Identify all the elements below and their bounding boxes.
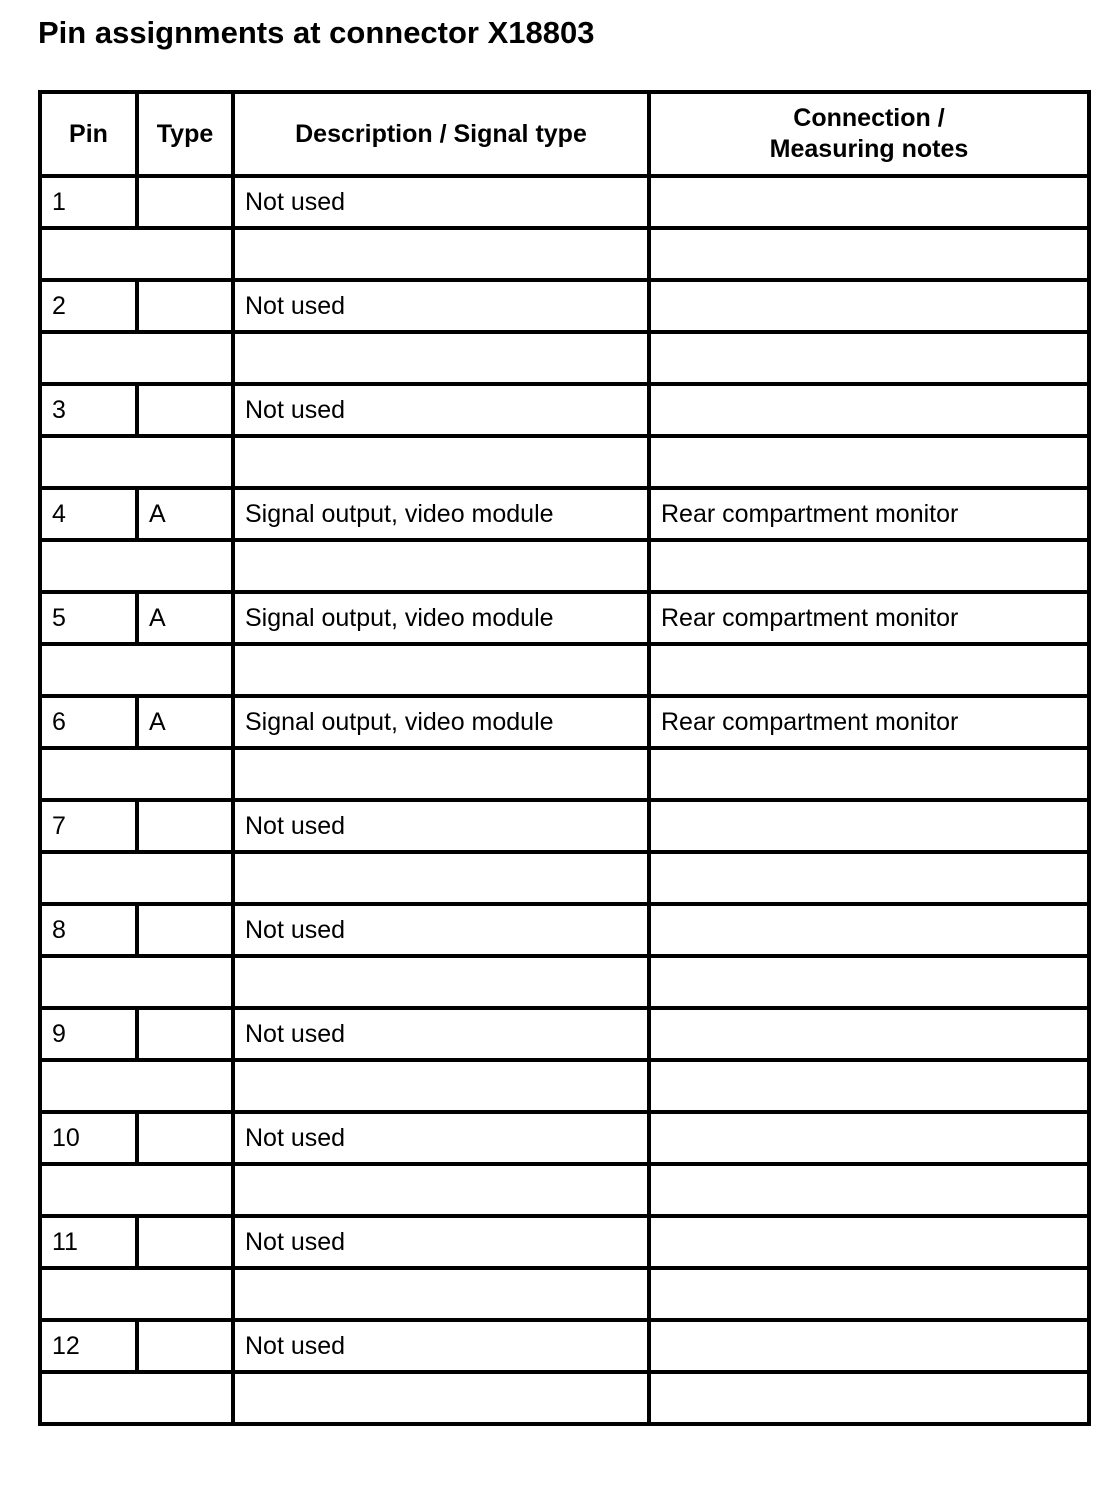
spacer-cell-description (233, 748, 649, 800)
cell-type (137, 1008, 233, 1060)
table-row (40, 696, 1089, 748)
spacer-cell-connection (649, 852, 1089, 904)
cell-type (137, 384, 233, 436)
cell-connection: Rear compartment monitor (649, 696, 1089, 748)
table-body (40, 176, 1089, 1424)
table-row (40, 1320, 1089, 1372)
header-type: Type (137, 92, 233, 176)
cell-pin: 6 (40, 696, 137, 748)
spacer-cell-pin-type (40, 1268, 233, 1320)
spacer-cell-description (233, 436, 649, 488)
table-row (40, 488, 1089, 540)
spacer-cell-connection (649, 956, 1089, 1008)
table-row (40, 1112, 1089, 1164)
spacer-cell-pin-type (40, 748, 233, 800)
cell-type (137, 904, 233, 956)
cell-connection (649, 1216, 1089, 1268)
header-connection-line2: Measuring notes (769, 135, 969, 163)
spacer-cell-pin-type (40, 436, 233, 488)
cell-description: Signal output, video module (233, 592, 649, 644)
spacer-cell-pin-type (40, 1060, 233, 1112)
cell-pin: 1 (40, 176, 137, 228)
cell-connection: Rear compartment monitor (649, 592, 1089, 644)
cell-description: Not used (233, 904, 649, 956)
table-spacer-row (40, 228, 1089, 280)
cell-pin: 9 (40, 1008, 137, 1060)
cell-pin: 2 (40, 280, 137, 332)
spacer-cell-pin-type (40, 332, 233, 384)
cell-connection (649, 1320, 1089, 1372)
header-description: Description / Signal type (233, 92, 649, 176)
table-spacer-row (40, 332, 1089, 384)
table-row (40, 280, 1089, 332)
spacer-cell-pin-type (40, 1372, 233, 1424)
table-spacer-row (40, 1164, 1089, 1216)
cell-type (137, 1112, 233, 1164)
page-title: Pin assignments at connector X18803 (38, 15, 595, 50)
table-spacer-row (40, 956, 1089, 1008)
spacer-cell-description (233, 1060, 649, 1112)
cell-connection (649, 800, 1089, 852)
header-pin: Pin (40, 92, 137, 176)
cell-type: A (137, 488, 233, 540)
header-connection (649, 92, 1089, 176)
table-row (40, 176, 1089, 228)
spacer-cell-description (233, 956, 649, 1008)
cell-description: Not used (233, 1112, 649, 1164)
table-spacer-row (40, 644, 1089, 696)
cell-connection: Rear compartment monitor (649, 488, 1089, 540)
cell-connection (649, 1008, 1089, 1060)
table-spacer-row (40, 1060, 1089, 1112)
spacer-cell-connection (649, 644, 1089, 696)
spacer-cell-pin-type (40, 956, 233, 1008)
spacer-cell-connection (649, 228, 1089, 280)
spacer-cell-pin-type (40, 1164, 233, 1216)
cell-pin: 11 (40, 1216, 137, 1268)
cell-pin: 3 (40, 384, 137, 436)
spacer-cell-description (233, 332, 649, 384)
spacer-cell-connection (649, 540, 1089, 592)
cell-pin: 10 (40, 1112, 137, 1164)
table-spacer-row (40, 1372, 1089, 1424)
table-row (40, 592, 1089, 644)
cell-pin: 4 (40, 488, 137, 540)
cell-connection (649, 904, 1089, 956)
cell-connection (649, 176, 1089, 228)
cell-description: Signal output, video module (233, 696, 649, 748)
cell-type (137, 176, 233, 228)
cell-pin: 7 (40, 800, 137, 852)
table-row (40, 384, 1089, 436)
table-spacer-row (40, 436, 1089, 488)
spacer-cell-description (233, 644, 649, 696)
cell-type (137, 280, 233, 332)
spacer-cell-connection (649, 436, 1089, 488)
spacer-cell-description (233, 1164, 649, 1216)
spacer-cell-connection (649, 332, 1089, 384)
spacer-cell-connection (649, 748, 1089, 800)
spacer-cell-description (233, 228, 649, 280)
header-connection-line1: Connection / (793, 104, 945, 132)
cell-description: Signal output, video module (233, 488, 649, 540)
spacer-cell-pin-type (40, 540, 233, 592)
spacer-cell-description (233, 540, 649, 592)
table-header-row (40, 92, 1089, 176)
cell-type: A (137, 696, 233, 748)
pin-assignment-table (38, 90, 1091, 1426)
cell-type (137, 1216, 233, 1268)
table-spacer-row (40, 852, 1089, 904)
spacer-cell-description (233, 852, 649, 904)
table-spacer-row (40, 1268, 1089, 1320)
table-spacer-row (40, 748, 1089, 800)
spacer-cell-connection (649, 1164, 1089, 1216)
spacer-cell-pin-type (40, 644, 233, 696)
cell-description: Not used (233, 1008, 649, 1060)
cell-description: Not used (233, 280, 649, 332)
cell-description: Not used (233, 1216, 649, 1268)
spacer-cell-description (233, 1372, 649, 1424)
spacer-cell-description (233, 1268, 649, 1320)
cell-connection (649, 384, 1089, 436)
cell-description: Not used (233, 176, 649, 228)
cell-description: Not used (233, 800, 649, 852)
cell-connection (649, 280, 1089, 332)
cell-pin: 8 (40, 904, 137, 956)
cell-connection (649, 1112, 1089, 1164)
cell-type: A (137, 592, 233, 644)
cell-description: Not used (233, 1320, 649, 1372)
table-spacer-row (40, 540, 1089, 592)
spacer-cell-connection (649, 1060, 1089, 1112)
table-row (40, 904, 1089, 956)
cell-type (137, 800, 233, 852)
cell-pin: 12 (40, 1320, 137, 1372)
cell-description: Not used (233, 384, 649, 436)
cell-type (137, 1320, 233, 1372)
table-row (40, 1216, 1089, 1268)
spacer-cell-pin-type (40, 228, 233, 280)
spacer-cell-pin-type (40, 852, 233, 904)
cell-pin: 5 (40, 592, 137, 644)
spacer-cell-connection (649, 1372, 1089, 1424)
spacer-cell-connection (649, 1268, 1089, 1320)
table-row (40, 1008, 1089, 1060)
table-row (40, 800, 1089, 852)
